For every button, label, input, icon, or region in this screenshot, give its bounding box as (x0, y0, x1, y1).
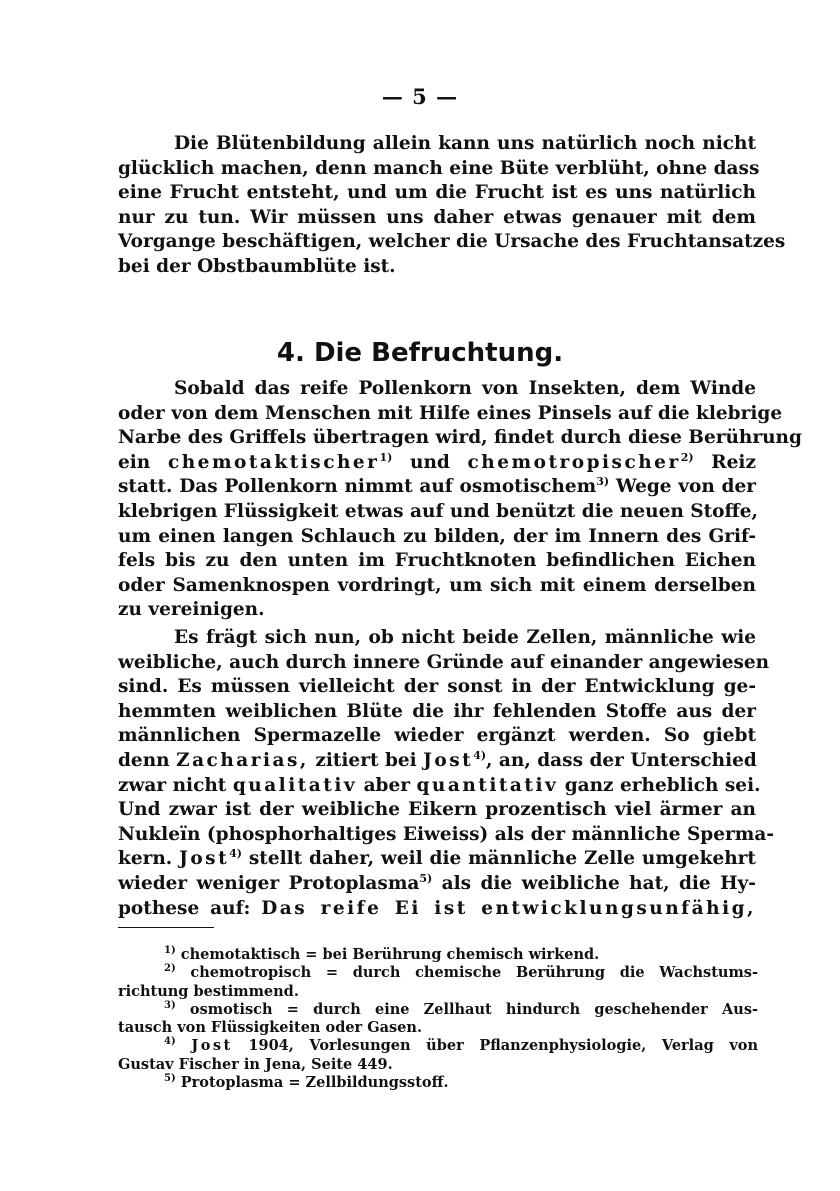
footnote-text: 1904, Vorlesungen über Pflanzenphysiologie, Verlag von (248, 1037, 758, 1055)
text-run: , an, dass der Unterschied (486, 749, 757, 771)
text-line (118, 847, 756, 872)
text-line: nur zu tun. Wir müssen uns daher etwas genauer mit dem (118, 206, 756, 228)
footnote-line: tausch von Flüssigkeiten oder Gasen. (118, 1019, 422, 1037)
spaced-name: Zacharias, (176, 749, 309, 771)
footnote-mark: 4) (164, 1036, 176, 1048)
text-line: fels bis zu den unten im Fruchtknoten befindlichen Eichen (118, 550, 756, 572)
text-line: zu vereinigen. (118, 599, 265, 621)
text-line: Narbe des Griffels übertragen wird, findet durch diese Berührung (118, 427, 802, 449)
footnote-line (118, 964, 758, 982)
word: aber (363, 774, 411, 796)
paragraph-pollination (118, 377, 802, 623)
text-line (118, 872, 756, 897)
footnote-mark: 1) (164, 945, 176, 957)
spaced-term: qualitativ (232, 774, 358, 796)
footnote-line (118, 1074, 758, 1092)
text-line: oder von dem Menschen mit Hilfe eines Pinsels auf die klebrige (118, 402, 783, 424)
footnote-line (118, 1037, 758, 1055)
text-run: als die weibliche hat, die Hy- (441, 872, 756, 894)
text-run: stellt daher, weil die männliche Zelle umgekehrt (248, 848, 756, 870)
footnote-divider (118, 927, 214, 928)
footnote-mark: 3) (164, 1000, 176, 1012)
intro-paragraph (118, 132, 786, 280)
text-line: bei der Obstbaumblüte ist. (118, 255, 396, 277)
footnote-line: Gustav Fischer in Jena, Seite 449. (118, 1055, 393, 1073)
text-run: wieder weniger Protoplasma (118, 872, 420, 894)
text-run: Wege von der (615, 476, 756, 498)
section-heading: 4. Die Befruchtung. (276, 338, 564, 368)
footnote-text: chemotropisch = durch chemische Berührung die Wachstums- (190, 964, 758, 982)
text-line: hemmten weiblichen Blüte die ihr fehlenden Stoffe aus der (118, 700, 756, 722)
spaced-name: Jost (191, 1037, 233, 1055)
footnote-ref: 1) (379, 450, 393, 464)
footnote-text: Protoplasma = Zellbildungsstoff. (180, 1074, 449, 1092)
footnote-line (118, 1001, 758, 1019)
text-line: glücklich machen, denn manch eine Büte verblüht, ohne dass (118, 157, 760, 179)
footnote-ref: 3) (596, 475, 610, 489)
text-run: zitiert bei (315, 749, 417, 771)
spaced-name: Jost (423, 749, 474, 771)
footnote-text: chemotaktisch = bei Berührung chemisch wirkend. (180, 946, 600, 963)
page-number: — 5 — (381, 84, 459, 109)
spaced-name: Jost (179, 848, 230, 870)
text-line: oder Samenknospen vordringt, um sich mit einem derselben (118, 574, 756, 596)
spaced-term: chemotaktischer (167, 451, 380, 473)
word: denn (118, 749, 170, 771)
word: kern. (118, 848, 173, 870)
word: ein (118, 451, 151, 473)
footnote-ref: 4) (473, 748, 487, 762)
text-run: zwar nicht (118, 774, 227, 796)
text-run: ganz erheblich sei. (564, 774, 761, 796)
word: Reiz (711, 451, 756, 473)
text-line: weibliche, auch durch innere Gründe auf einander angewiesen (118, 651, 770, 673)
word: und (410, 451, 450, 473)
text-line: sind. Es müssen vielleicht der sonst in der Entwicklung ge- (118, 676, 756, 698)
text-line (118, 451, 756, 476)
footnotes (118, 946, 758, 1092)
text-line (118, 897, 756, 922)
footnote-ref: 2) (680, 450, 694, 464)
text-run: statt. Das Pollenkorn nimmt auf osmotischem (118, 476, 597, 498)
text-run: pothese auf: (118, 897, 251, 919)
paragraph-cells (118, 626, 775, 921)
text-line: um einen langen Schlauch zu bilden, der im Innern des Grif- (118, 525, 756, 547)
text-line: Und zwar ist der weibliche Eikern prozentisch viel ärmer an (118, 799, 756, 821)
footnote-ref: 4) (229, 847, 243, 861)
text-line (118, 749, 756, 774)
footnote-mark: 5) (164, 1073, 176, 1085)
text-line: Es frägt sich nun, ob nicht beide Zellen, männliche wie (174, 627, 756, 648)
footnote-text: osmotisch = durch eine Zellhaut hindurch geschehender Aus- (189, 1000, 758, 1018)
text-line: Sobald das reife Pollenkorn von Insekten, dem Winde (174, 378, 756, 399)
spaced-term: Das reife Ei ist entwicklungsunfähig, (261, 897, 756, 919)
footnote-line (118, 946, 758, 964)
footnote-ref: 5) (419, 871, 433, 885)
spaced-term: quantitativ (416, 774, 559, 796)
text-line: klebrigen Flüssigkeit etwas auf und benützt die neuen Stoffe, (118, 500, 758, 522)
footnote-mark: 2) (164, 963, 176, 975)
text-line: Vorgange beschäftigen, welcher die Ursache des Fruchtansatzes (118, 231, 786, 253)
spaced-term: chemotropischer (467, 451, 681, 473)
text-line: Nukleïn (phosphorhaltiges Eiweiss) als der männliche Sperma- (118, 823, 775, 845)
text-line (118, 774, 761, 799)
text-line: eine Frucht entsteht, und um die Frucht ist es uns natürlich (118, 182, 756, 204)
text-line (118, 475, 756, 500)
text-line: männlichen Spermazelle wieder ergänzt werden. So giebt (118, 725, 756, 747)
text-line: Die Blütenbildung allein kann uns natürlich noch nicht (174, 133, 756, 154)
footnote-line: richtung bestimmend. (118, 982, 299, 1000)
